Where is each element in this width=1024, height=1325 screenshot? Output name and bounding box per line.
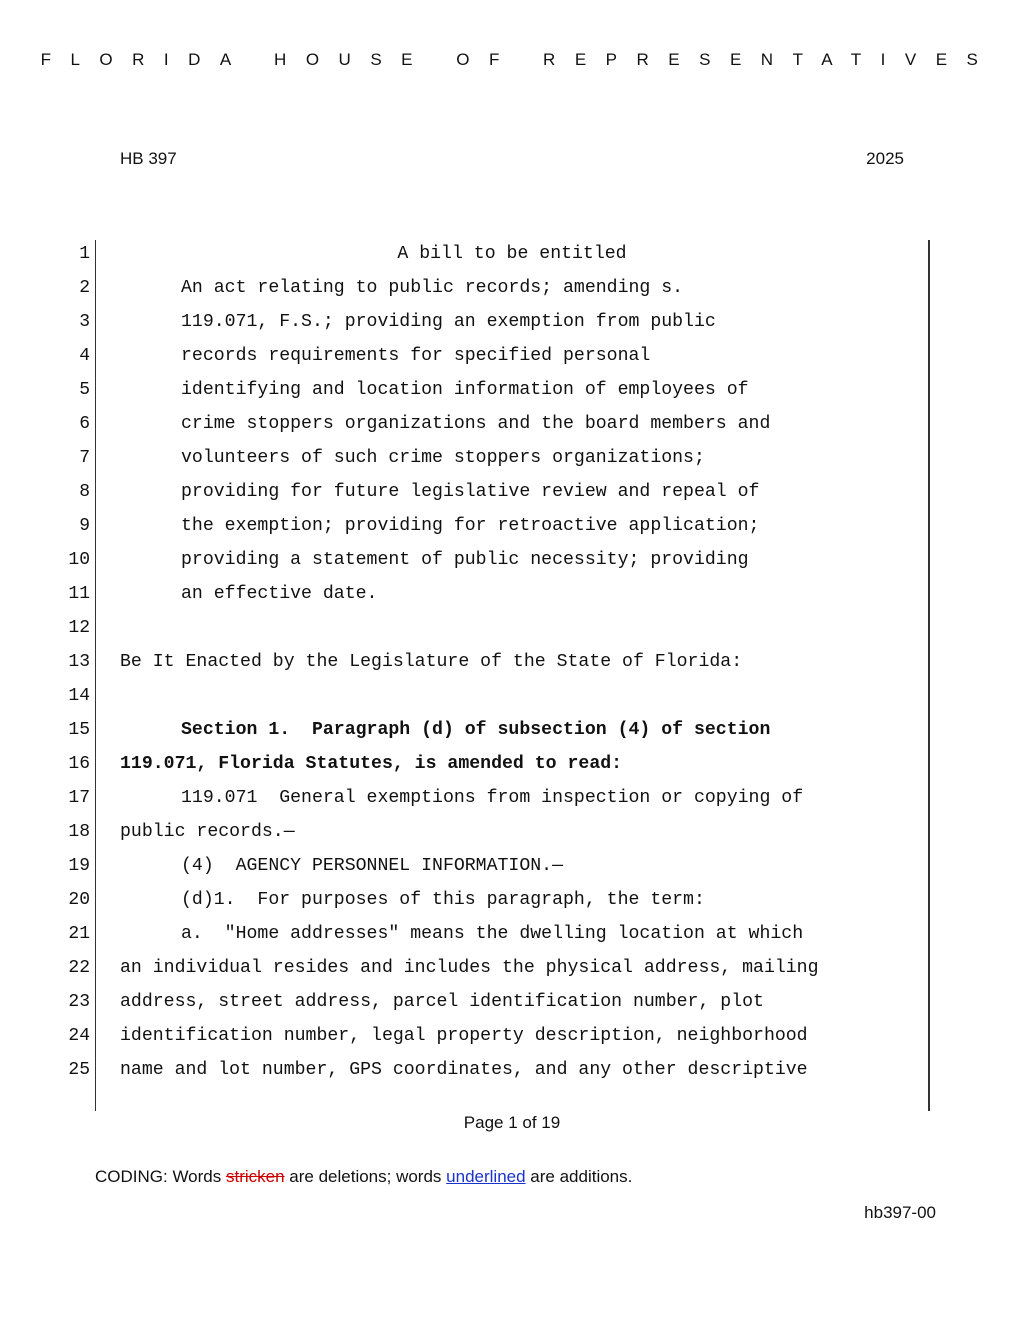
line-text: records requirements for specified personal (181, 346, 651, 366)
bill-line (0, 546, 1024, 580)
bill-line (0, 648, 1024, 682)
line-number: 22 (68, 958, 90, 978)
line-number: 2 (79, 278, 90, 298)
line-number: 21 (68, 924, 90, 944)
line-text: volunteers of such crime stoppers organizations; (181, 448, 705, 468)
line-text: an individual resides and includes the physical address, mailing (120, 958, 819, 978)
line-text: crime stoppers organizations and the board members and (181, 414, 771, 434)
bill-line (0, 512, 1024, 546)
bill-line (0, 274, 1024, 308)
bill-line (0, 716, 1024, 750)
line-number: 1 (79, 244, 90, 264)
page-number: Page 1 of 19 (463, 1113, 561, 1132)
masthead: FLORIDA HOUSE OF REPRESENTATIVES (40, 50, 998, 69)
line-number: 15 (68, 720, 90, 740)
line-text: an effective date. (181, 584, 378, 604)
line-number: 11 (68, 584, 90, 604)
line-text: identification number, legal property description, neighborhood (120, 1026, 808, 1046)
line-text: address, street address, parcel identification number, plot (120, 992, 764, 1012)
bill-line (0, 376, 1024, 410)
line-text: (d)1. For purposes of this paragraph, the term: (181, 890, 705, 910)
line-number: 24 (68, 1026, 90, 1046)
line-number: 3 (79, 312, 90, 332)
line-number: 13 (68, 652, 90, 672)
line-number: 4 (79, 346, 90, 366)
line-number: 5 (79, 380, 90, 400)
bill-line (0, 954, 1024, 988)
line-number: 23 (68, 992, 90, 1012)
line-text: public records.— (120, 822, 295, 842)
line-text: identifying and location information of employees of (181, 380, 749, 400)
coding-middle: are deletions; words (284, 1167, 447, 1186)
coding-suffix: are additions. (525, 1167, 633, 1186)
line-number: 10 (68, 550, 90, 570)
bill-line (0, 886, 1024, 920)
line-number: 14 (68, 686, 90, 706)
bill-line (0, 1056, 1024, 1090)
bill-line (0, 818, 1024, 852)
line-number: 20 (68, 890, 90, 910)
bill-line (0, 240, 1024, 274)
bill-line (0, 1022, 1024, 1056)
bill-line (0, 988, 1024, 1022)
coding-stricken-sample: stricken (225, 1167, 285, 1186)
line-number: 17 (68, 788, 90, 808)
bill-line (0, 750, 1024, 784)
bill-line (0, 478, 1024, 512)
line-number: 6 (79, 414, 90, 434)
line-number: 7 (79, 448, 90, 468)
line-text: 119.071, Florida Statutes, is amended to read: (120, 754, 623, 774)
line-text: name and lot number, GPS coordinates, and any other descriptive (120, 1060, 808, 1080)
bill-line (0, 308, 1024, 342)
bill-line (0, 342, 1024, 376)
document-id: hb397-00 (864, 1203, 936, 1222)
coding-prefix: CODING: Words (95, 1167, 226, 1186)
line-text: A bill to be entitled (397, 244, 627, 264)
line-number: 16 (68, 754, 90, 774)
line-number: 12 (68, 618, 90, 638)
line-text: (4) AGENCY PERSONNEL INFORMATION.— (181, 856, 563, 876)
bill-number: HB 397 (120, 149, 177, 168)
bill-line (0, 852, 1024, 886)
bill-line (0, 444, 1024, 478)
line-number: 8 (79, 482, 90, 502)
bill-line (0, 920, 1024, 954)
coding-legend (95, 1167, 632, 1187)
line-text: An act relating to public records; amending s. (181, 278, 684, 298)
line-text: a. "Home addresses" means the dwelling location at which (181, 924, 804, 944)
bill-line (0, 682, 1024, 716)
line-number: 25 (68, 1060, 90, 1080)
line-text: providing for future legislative review and repeal of (181, 482, 760, 502)
bill-text-lines (0, 240, 1024, 1090)
line-text: the exemption; providing for retroactive application; (181, 516, 760, 536)
line-text: 119.071 General exemptions from inspection or copying of (181, 788, 804, 808)
line-number: 9 (79, 516, 90, 536)
bill-line (0, 410, 1024, 444)
line-text: 119.071, F.S.; providing an exemption from public (181, 312, 716, 332)
bill-line (0, 580, 1024, 614)
coding-underlined-sample: underlined (446, 1167, 526, 1186)
line-text: Section 1. Paragraph (d) of subsection (4) of section (181, 720, 771, 740)
line-text: providing a statement of public necessity; providing (181, 550, 749, 570)
line-number: 19 (68, 856, 90, 876)
bill-line (0, 614, 1024, 648)
bill-year: 2025 (866, 149, 904, 168)
bill-line (0, 784, 1024, 818)
line-number: 18 (68, 822, 90, 842)
line-text: Be It Enacted by the Legislature of the State of Florida: (120, 652, 743, 672)
